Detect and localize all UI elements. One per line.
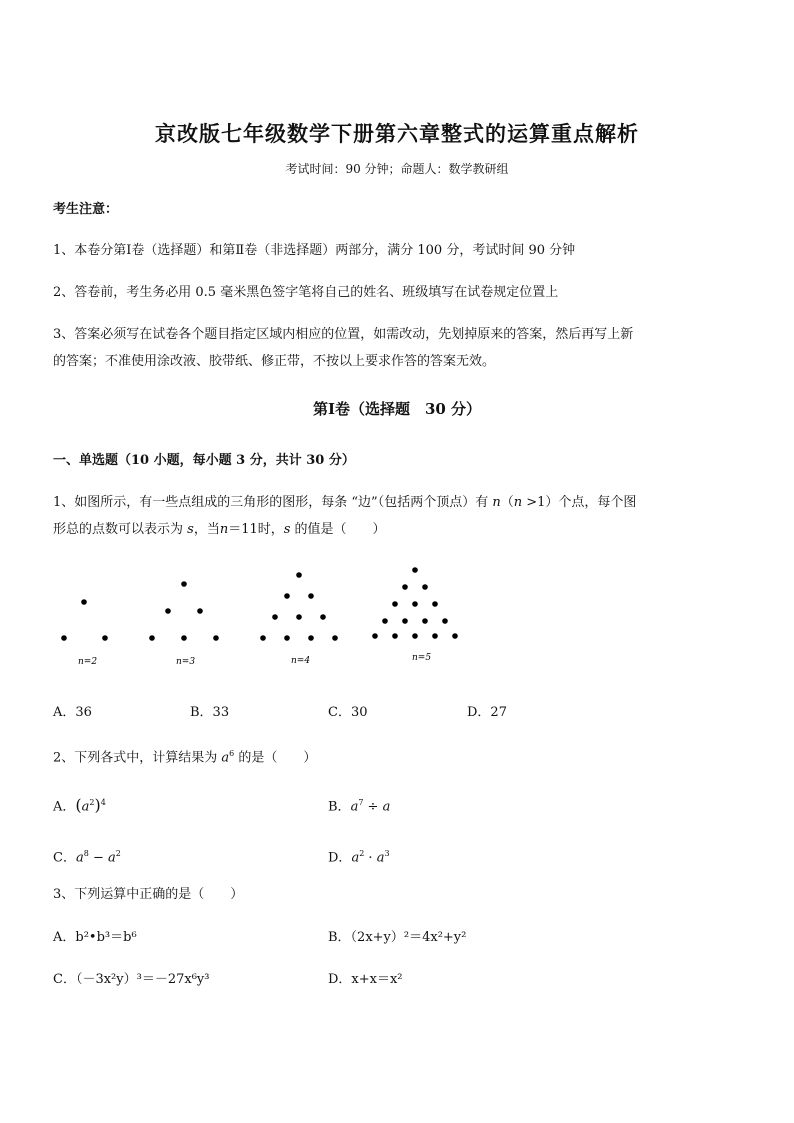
q2-option-d[interactable]	[328, 840, 390, 871]
document-subtitle: 考试时间：90 分钟；命题人：数学教研组	[285, 162, 509, 176]
figure-dot	[197, 608, 203, 614]
exp: 2	[89, 798, 95, 807]
q1-stem-line1	[53, 489, 636, 516]
figure-dot	[442, 618, 448, 624]
figure-dot	[412, 601, 418, 607]
operator: ÷	[363, 799, 383, 815]
notice-item-3-cont: 的答案；不准使用涂改液、胶带纸、修正带，不按以上要求作答的答案无效。	[53, 354, 496, 369]
q1-var-s: s	[283, 522, 291, 537]
figure-dot	[320, 614, 326, 620]
q1-var-n: n	[492, 495, 501, 510]
exp: 8	[83, 849, 89, 858]
q1-text: ＝11时，	[228, 522, 284, 537]
exp: 3	[384, 849, 390, 858]
notice-item-2: 2、答卷前，考生务必用 0.5 毫米黑色签字笔将自己的姓名、班级填写在试卷规定位置上	[53, 285, 559, 300]
q2-option-a[interactable]	[53, 789, 106, 820]
figure-dot	[284, 635, 290, 641]
q3-option-d[interactable]: D．x+x＝x²	[328, 972, 403, 987]
figure-dot	[308, 593, 314, 599]
part-heading: 一、单选题（10 小题，每小题 3 分，共计 30 分）	[53, 453, 355, 468]
q2-text: 的是（ ）	[234, 750, 317, 766]
figure-dot	[296, 614, 302, 620]
figure-dot	[181, 635, 187, 641]
paren: )	[94, 795, 101, 815]
figure-dot	[412, 633, 418, 639]
notice-heading: 考生注意：	[53, 202, 119, 217]
figure-dot	[308, 635, 314, 641]
figure-dot	[296, 572, 302, 578]
q1-option-a[interactable]: A．36	[53, 705, 92, 720]
option-label: A．	[53, 799, 76, 815]
q1-text: ，当	[193, 522, 220, 537]
operator: −	[88, 850, 108, 866]
figure-label-n3: n=3	[176, 657, 196, 667]
q2-exp: 6	[229, 749, 235, 758]
exp: 4	[100, 798, 106, 807]
q1-text: （	[500, 495, 514, 510]
figure-label-n4: n=4	[291, 656, 311, 666]
q1-option-b[interactable]: B．33	[190, 705, 230, 720]
paren: (	[75, 795, 82, 815]
figure-dot	[372, 633, 378, 639]
figure-label-n2: n=2	[78, 657, 98, 667]
notice-item-1: 1、本卷分第Ⅰ卷（选择题）和第Ⅱ卷（非选择题）两部分，满分 100 分，考试时间 90 分钟	[53, 243, 576, 258]
var: a	[350, 799, 359, 815]
figure-dot	[81, 599, 87, 605]
figure-dot	[432, 633, 438, 639]
exp: 2	[359, 849, 365, 858]
q1-option-c[interactable]: C．30	[328, 705, 368, 720]
q1-text: 1、如图所示，有一些点组成的三角形的图形，每条 “边”（包括两个顶点）有	[53, 495, 493, 510]
figure-dot	[402, 584, 408, 590]
exp: 2	[115, 849, 121, 858]
figure-dot	[402, 618, 408, 624]
q1-option-d[interactable]: D．27	[467, 705, 507, 720]
q2-var: a	[221, 750, 230, 766]
q1-var-n: n	[219, 522, 229, 537]
q3-option-a[interactable]: A．b²•b³＝b⁶	[53, 930, 137, 945]
option-label: B．	[328, 799, 351, 815]
q2-stem	[53, 740, 316, 771]
figure-dot	[61, 635, 67, 641]
q1-text: 的值是（ ）	[290, 522, 386, 537]
figure-dot	[332, 635, 338, 641]
var: a	[75, 850, 84, 866]
exp: 7	[358, 798, 364, 807]
q2-option-b[interactable]	[328, 789, 390, 820]
figure-dot	[422, 584, 428, 590]
q1-dot-triangles-figure	[50, 560, 470, 680]
figure-dot	[102, 635, 108, 641]
q2-option-c[interactable]	[53, 840, 121, 871]
var: a	[382, 799, 391, 815]
figure-dot	[422, 618, 428, 624]
figure-dot	[181, 581, 187, 587]
option-label: D．	[328, 850, 352, 866]
figure-dot	[392, 633, 398, 639]
q3-option-b[interactable]: B．（2x+y）²＝4x²+y²	[328, 930, 467, 945]
var: a	[81, 799, 90, 815]
q1-var-n: n	[513, 495, 523, 510]
operator: ·	[364, 850, 377, 866]
q1-text: >1）个点，每个图	[522, 495, 637, 510]
q1-text: 形总的点数可以表示为	[53, 522, 188, 537]
option-label: C．	[53, 850, 76, 866]
figure-dot	[284, 593, 290, 599]
figure-dot	[260, 635, 266, 641]
notice-item-3: 3、答案必须写在试卷各个题目指定区域内相应的位置，如需改动，先划掉原来的答案，然后再写上新	[53, 327, 634, 342]
document-title: 京改版七年级数学下册第六章整式的运算重点解析	[155, 121, 639, 146]
var: a	[376, 850, 385, 866]
figure-dot	[165, 608, 171, 614]
q3-stem: 3、下列运算中正确的是（ ）	[53, 887, 244, 902]
q2-text: 2、下列各式中，计算结果为	[53, 750, 222, 766]
figure-dot	[149, 635, 155, 641]
q3-option-c[interactable]: C．（－3x²y）³＝－27x⁶y³	[53, 972, 210, 987]
q1-var-s: s	[187, 522, 194, 537]
figure-dot	[272, 614, 278, 620]
figure-dot	[382, 618, 388, 624]
var: a	[351, 850, 360, 866]
section-title: 第Ⅰ卷（选择题 30 分）	[312, 400, 482, 418]
figure-dot	[432, 601, 438, 607]
figure-label-n5: n=5	[412, 653, 432, 663]
figure-dot	[213, 635, 219, 641]
var: a	[107, 850, 116, 866]
figure-dot	[412, 567, 418, 573]
q1-stem-line2	[53, 516, 386, 543]
figure-dot	[452, 633, 458, 639]
figure-dot	[392, 601, 398, 607]
